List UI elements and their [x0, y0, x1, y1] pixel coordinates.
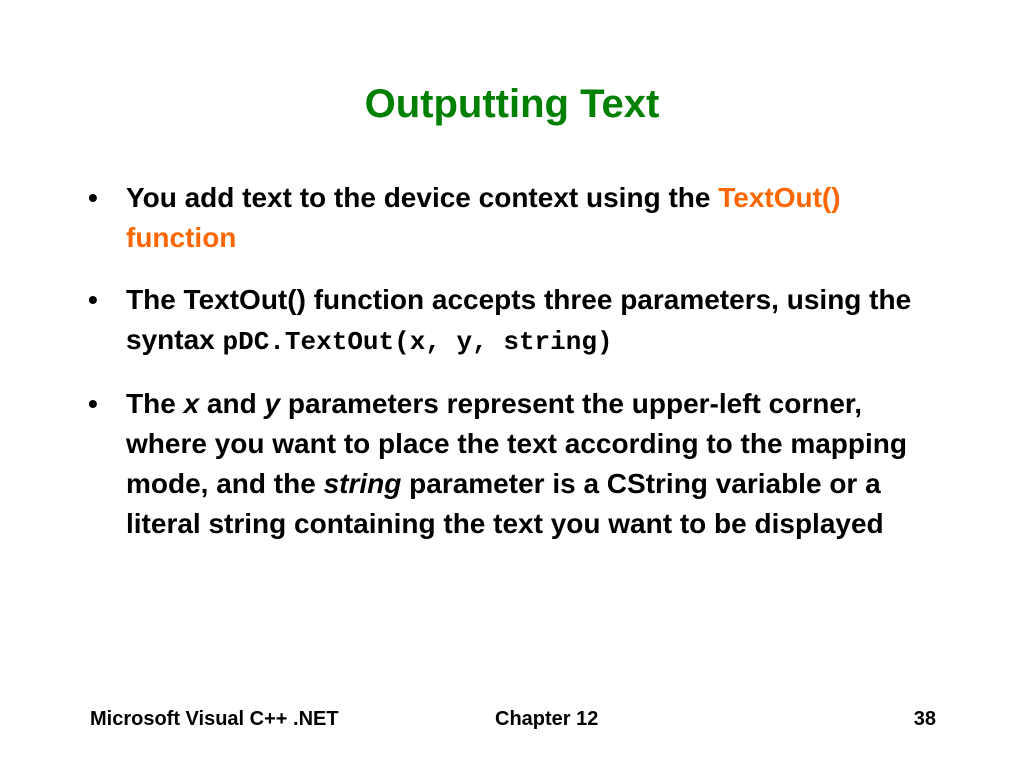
footer-left: Microsoft Visual C++ .NET [90, 708, 339, 730]
highlight-text: TextOut() function [126, 182, 841, 253]
variable-y: y [264, 388, 281, 419]
bullet-text: The [126, 388, 184, 419]
bullet-text: You add text to the device context using the [126, 182, 719, 213]
bullet-item [88, 384, 948, 544]
footer-center: Chapter 12 [495, 708, 599, 730]
variable-string: string [323, 468, 402, 499]
code-syntax: pDC.TextOut(x, y, string) [222, 327, 613, 357]
bullet-dot-icon: • [88, 388, 98, 419]
variable-x: x [183, 388, 200, 419]
footer-page-number: 38 [913, 708, 936, 730]
bullet-list [88, 178, 948, 566]
bullet-item [88, 280, 948, 362]
slide-title: Outputting Text [364, 82, 660, 126]
bullet-text: and [199, 388, 265, 419]
bullet-text: parameters represent the upper-left corner, where you want to place the text according to the mapping mode, and the [126, 388, 907, 499]
bullet-text: parameter is a CString variable or a literal string containing the text you want to be displayed [126, 468, 884, 539]
bullet-item [88, 178, 948, 258]
bullet-dot-icon: • [88, 182, 98, 213]
bullet-text: The TextOut() function accepts three parameters, using the syntax [126, 284, 912, 355]
bullet-dot-icon: • [88, 284, 98, 315]
